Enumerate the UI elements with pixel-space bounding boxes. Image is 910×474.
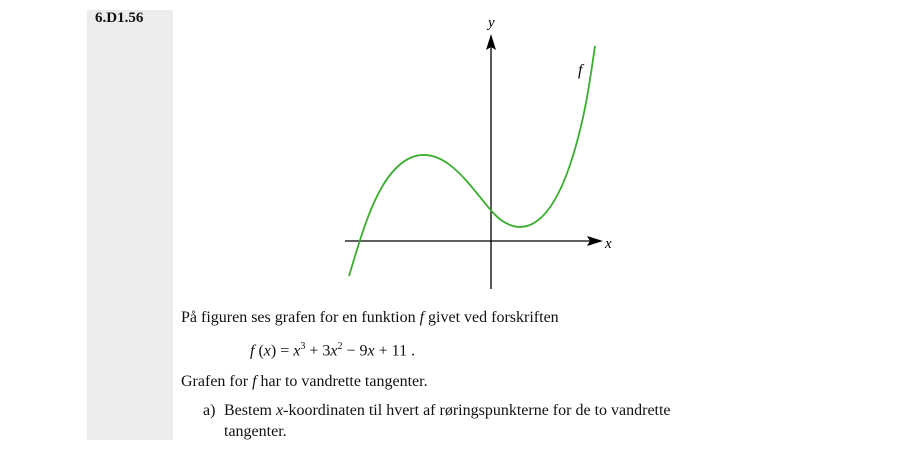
formula-eq: ) = [270, 342, 294, 360]
graph-svg [335, 10, 625, 295]
tangent-text-1: Grafen for [181, 373, 253, 390]
x-axis-label: x [605, 236, 612, 252]
function-graph [335, 10, 625, 300]
formula-f: f [250, 342, 255, 360]
tangent-paragraph [181, 373, 428, 391]
intro-text-1: På figuren ses grafen for en funktion [181, 309, 420, 326]
question-a-text-1: Bestem [224, 402, 276, 419]
question-a-x: x [276, 402, 284, 419]
formula-x9: x [367, 342, 375, 360]
intro-func-name: f [419, 309, 425, 326]
formula-x2: x [330, 342, 338, 360]
function-formula [250, 341, 415, 360]
intro-text-2: givet ved forskriften [424, 309, 559, 326]
question-a-text-cont: tangenter. [224, 423, 287, 440]
formula-exp3: 3 [300, 341, 306, 352]
question-a-text [224, 402, 671, 420]
formula-plus3: + 3 [305, 342, 331, 360]
formula-x3: x [293, 342, 301, 360]
formula-x: x [263, 342, 271, 360]
question-a-text-2: -koordinaten til hvert af røringspunkterne for de to vandrette [283, 402, 671, 419]
formula-minus9: − 9 [342, 342, 368, 360]
question-a-label: a) [203, 402, 216, 419]
problem-id: 6.D1.56 [95, 10, 144, 26]
intro-paragraph [181, 309, 559, 327]
formula-exp2: 2 [337, 341, 343, 352]
tangent-func-name: f [252, 373, 257, 390]
y-axis-label: y [488, 15, 495, 31]
tangent-text-2: har to vandrette tangenter. [256, 373, 428, 390]
formula-open: ( [254, 342, 264, 360]
problem-sidebar [87, 10, 173, 440]
curve-label: f [578, 62, 583, 79]
formula-tail: + 11 . [374, 342, 416, 360]
